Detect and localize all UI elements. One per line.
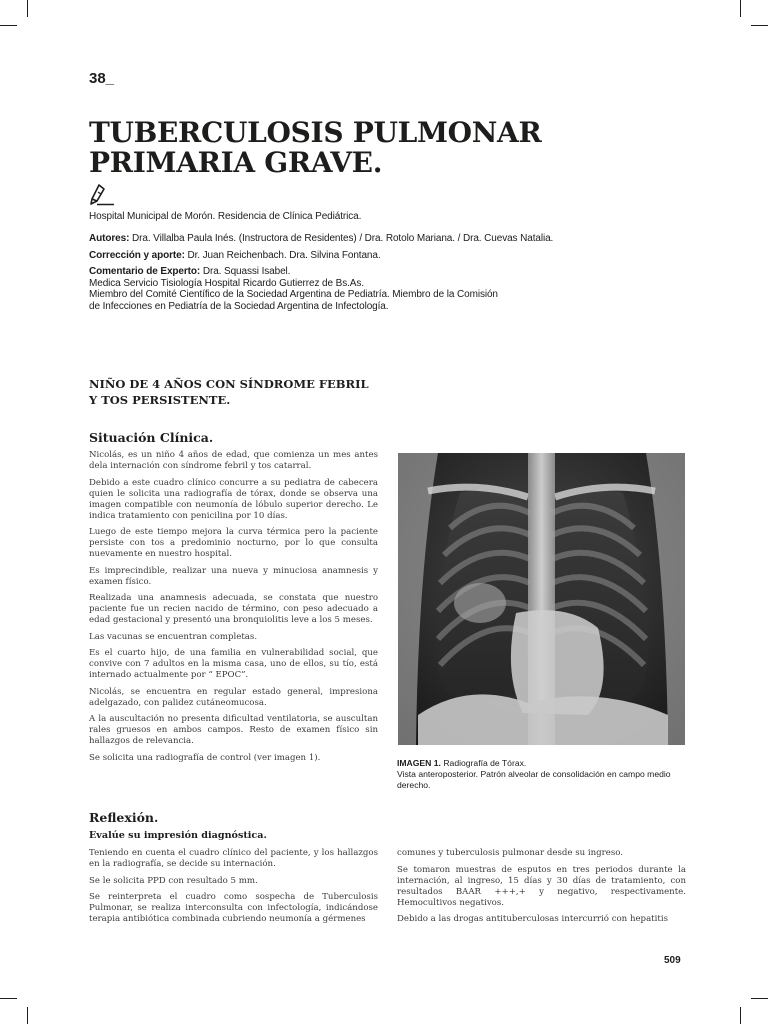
title-line: PRIMARIA GRAVE. — [89, 146, 383, 179]
correction-line — [89, 250, 689, 262]
paragraph: Es el cuarto hijo, de una familia en vulnerabilidad social, que convive con 7 adultos en la misma casa, uno de ellos, su tío, está internado actualmente por “ EPOC”. — [89, 648, 378, 680]
title-line: TUBERCULOSIS PULMONAR — [89, 116, 542, 149]
expert-line: Medica Servicio Tisiología Hospital Ricardo Gutierrez de Bs.As. — [89, 277, 364, 289]
paragraph: Se tomaron muestras de esputos en tres periodos durante la internación, al ingreso, 15 días y 30 días de tratamiento, con resultados BAAR +++,+ y negativo, respectivamente. Hemocultivos negativos. — [397, 864, 686, 908]
chest-xray-image — [398, 453, 685, 745]
paragraph: Luego de este tiempo mejora la curva térmica pero la paciente persiste con tos a predominio nocturno, por lo que consulta nuevamente en nuestro hospital. — [89, 527, 378, 559]
expert-block — [89, 266, 689, 312]
situacion-body — [89, 450, 378, 769]
expert-label: Comentario de Experto: — [89, 266, 201, 277]
crop-mark — [740, 1007, 741, 1024]
crop-mark — [27, 0, 28, 17]
crop-mark — [0, 998, 17, 999]
correction-label: Corrección y aporte: — [89, 250, 185, 261]
xray-drawing — [398, 453, 685, 745]
case-heading-line: NIÑO DE 4 AÑOS CON SÍNDROME FEBRIL — [89, 377, 369, 391]
page-number-bottom: 509 — [664, 955, 681, 966]
crop-mark — [740, 0, 741, 17]
paragraph: Se le solicita PPD con resultado 5 mm. — [89, 875, 258, 886]
pen-icon — [89, 182, 115, 206]
crop-mark — [751, 25, 768, 26]
authors-line — [89, 233, 689, 245]
situacion-heading: Situación Clínica. — [89, 430, 214, 445]
paragraph: Debido a las drogas antituberculosas intercurrió con hepatitis — [397, 914, 669, 924]
reflexion-subheading: Evalúe su impresión diagnóstica. — [89, 830, 267, 841]
paragraph: Se solicita una radiografía de control (ver imagen 1). — [89, 752, 321, 763]
caption-text: Vista anteroposterior. Patrón alveolar de consolidación en campo medio derecho. — [397, 769, 671, 790]
hospital-line: Hospital Municipal de Morón. Residencia de Clínica Pediátrica. — [89, 211, 362, 222]
paragraph: Teniendo en cuenta el cuadro clínico del paciente, y los hallazgos en la radiografía, se decide su internación. — [89, 848, 378, 869]
page-number-top: 38_ — [89, 70, 115, 87]
image-caption — [397, 758, 687, 791]
paragraph: Nicolás, se encuentra en regular estado general, impresiona adelgazado, con palidez cutáneomucosa. — [89, 686, 378, 708]
paragraph: A la auscultación no presenta dificultad ventilatoria, se auscultan rales gruesos en ambos campos. Resto de examen físico sin hallazgos de relevancia. — [89, 714, 378, 746]
paragraph: Las vacunas se encuentran completas. — [89, 631, 258, 642]
reflexion-body-right — [397, 848, 686, 931]
paragraph: Es imprecindible, realizar una nueva y minuciosa anamnesis y examen físico. — [89, 565, 378, 587]
case-heading-line: Y TOS PERSISTENTE. — [89, 393, 231, 407]
caption-title: Radiografía de Tórax. — [443, 758, 527, 768]
authors-text: Dra. Villalba Paula Inés. (Instructora de Residentes) / Dra. Rotolo Mariana. / Dra. Cuevas Natalia. — [132, 233, 554, 244]
paragraph: Realizada una anamnesis adecuada, se constata que nuestro paciente fue un recien nacido de término, con peso adecuado a edad gestacional y presentó una bronquiolitis leve a los 5 meses. — [89, 593, 378, 625]
paragraph: Nicolás, es un niño 4 años de edad, que comienza un mes antes dela internación con síndrome febril y tos catarral. — [89, 450, 378, 471]
reflexion-heading: Reflexión. — [89, 810, 159, 825]
case-heading — [89, 376, 409, 408]
crop-mark — [751, 998, 768, 999]
caption-label: IMAGEN 1. — [397, 758, 441, 768]
expert-line: de Infecciones en Pediatría de la Sociedad Argentina de Infectología. — [89, 300, 389, 312]
crop-mark — [27, 1007, 28, 1024]
expert-name: Dra. Squassi Isabel. — [202, 266, 291, 277]
crop-mark — [0, 25, 17, 26]
expert-line: Miembro del Comité Científico de la Sociedad Argentina de Pediatría. Miembro de la Comisión — [89, 289, 498, 300]
paragraph: comunes y tuberculosis pulmonar desde su ingreso. — [397, 848, 624, 858]
paragraph: Se reinterpreta el cuadro como sospecha de Tuberculosis Pulmonar, se realiza interconsulta con infectología, indicándose terapia antibiótica combinada cubriendo neumonía a gérmenes — [89, 892, 378, 924]
reflexion-body-left — [89, 848, 378, 931]
authors-label: Autores: — [89, 233, 130, 244]
page-title — [89, 118, 649, 178]
paragraph: Debido a este cuadro clínico concurre a su pediatra de cabecera quien le solicita una radiografía de tórax, donde se observa una imagen compatible con neumonía de lóbulo superior derecho. Le indica tratamiento con penicilina por 10 días. — [89, 477, 378, 521]
correction-text: Dr. Juan Reichenbach. Dra. Silvina Fontana. — [187, 250, 381, 261]
